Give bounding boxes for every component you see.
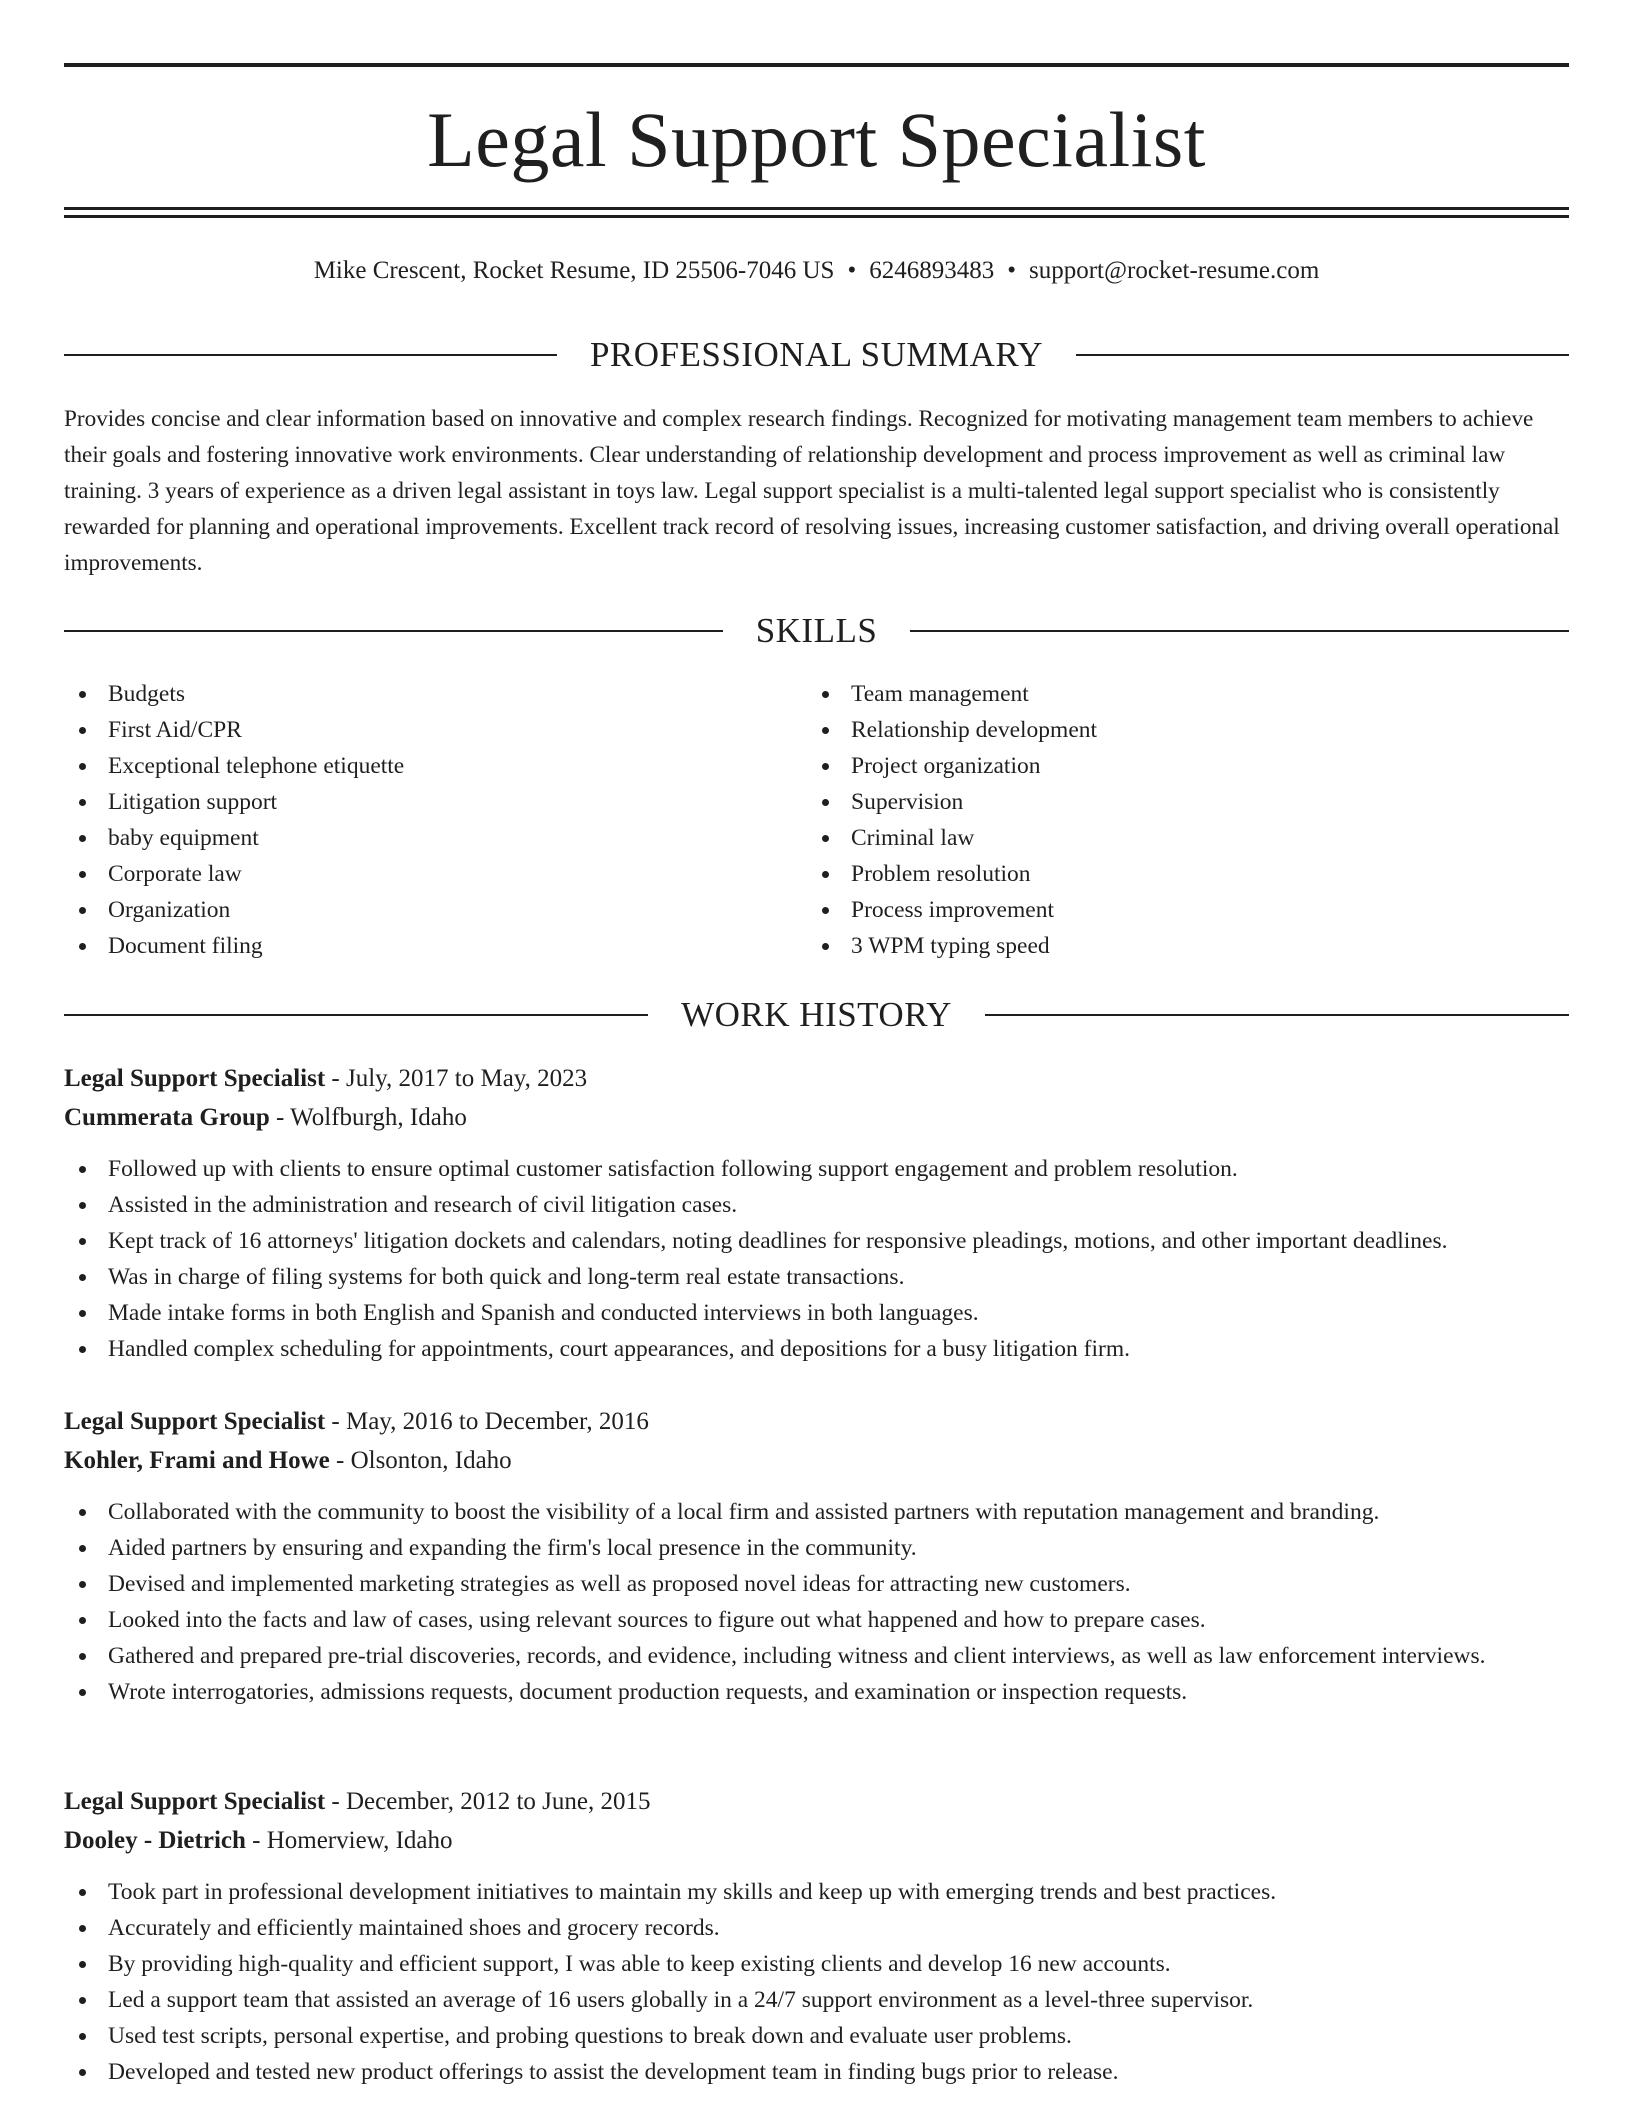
- job-dates: - July, 2017 to May, 2023: [325, 1065, 588, 1092]
- job-bullet: Collaborated with the community to boost the visibility of a local firm and assisted partners with reputation management and branding.: [64, 1494, 1569, 1530]
- skill-item: Budgets: [64, 676, 804, 712]
- contact-address: Mike Crescent, Rocket Resume, ID 25506-7046 US: [313, 257, 835, 284]
- page-title: Legal Support Specialist: [427, 96, 1206, 183]
- section-title: PROFESSIONAL SUMMARY: [589, 335, 1044, 374]
- skill-item: Project organization: [807, 748, 1567, 784]
- heading-rule-left: [64, 630, 723, 632]
- job-dates: - May, 2016 to December, 2016: [325, 1408, 649, 1435]
- job-bullet: Took part in professional development initiatives to maintain my skills and keep up with emerging trends and best practices.: [64, 1874, 1569, 1910]
- job-bullet: Assisted in the administration and research of civil litigation cases.: [64, 1187, 1569, 1223]
- heading-rule-right: [985, 1014, 1569, 1016]
- skill-item: First Aid/CPR: [64, 712, 804, 748]
- job-bullet: Accurately and efficiently maintained shoes and grocery records.: [64, 1910, 1569, 1946]
- skill-item: Exceptional telephone etiquette: [64, 748, 804, 784]
- job-bullet: Looked into the facts and law of cases, using relevant sources to figure out what happened and how to prepare cases.: [64, 1602, 1569, 1638]
- job-location: - Olsonton, Idaho: [329, 1447, 512, 1474]
- section-heading-skills: [64, 609, 1569, 653]
- skill-item: Team management: [807, 676, 1567, 712]
- title-double-rule-upper: [64, 207, 1569, 210]
- heading-rule-right: [1076, 354, 1569, 356]
- job-entry: [64, 1402, 1569, 1710]
- job-bullet: Kept track of 16 attorneys' litigation dockets and calendars, noting deadlines for responsive pleadings, motions, and other important deadlines.: [64, 1223, 1569, 1259]
- skills-list-left: [64, 676, 804, 964]
- skill-item: Problem resolution: [807, 856, 1567, 892]
- job-bullet: Gathered and prepared pre-trial discoveries, records, and evidence, including witness and client interviews, as well as law enforcement interviews.: [64, 1638, 1569, 1674]
- job-entry: [64, 1059, 1569, 1367]
- skill-item: Litigation support: [64, 784, 804, 820]
- skill-item: Relationship development: [807, 712, 1567, 748]
- title-double-rule-lower: [64, 215, 1569, 218]
- contact-email: support@rocket-resume.com: [1029, 257, 1320, 284]
- job-bullet: Wrote interrogatories, admissions requests, document production requests, and examination or inspection requests.: [64, 1674, 1569, 1710]
- job-bullets: [64, 1494, 1569, 1710]
- skill-item: Process improvement: [807, 892, 1567, 928]
- heading-rule-left: [64, 354, 557, 356]
- job-bullet: Devised and implemented marketing strategies as well as proposed novel ideas for attracting new customers.: [64, 1566, 1569, 1602]
- heading-rule-right: [910, 630, 1569, 632]
- job-dates: - December, 2012 to June, 2015: [325, 1788, 651, 1815]
- job-company: Kohler, Frami and Howe: [64, 1447, 330, 1474]
- job-location: - Wolfburgh, Idaho: [269, 1104, 467, 1131]
- job-bullet: By providing high-quality and efficient support, I was able to keep existing clients and develop 16 new accounts.: [64, 1946, 1569, 1982]
- job-title: Legal Support Specialist: [64, 1065, 326, 1092]
- job-bullet: Followed up with clients to ensure optimal customer satisfaction following support engagement and problem resolution.: [64, 1151, 1569, 1187]
- job-title-line: [64, 1402, 1569, 1441]
- contact-line: [64, 256, 1569, 286]
- job-company: Dooley - Dietrich: [64, 1827, 246, 1854]
- skill-item: baby equipment: [64, 820, 804, 856]
- skill-item: Corporate law: [64, 856, 804, 892]
- skill-item: Document filing: [64, 928, 804, 964]
- job-bullet: Handled complex scheduling for appointments, court appearances, and depositions for a busy litigation firm.: [64, 1331, 1569, 1367]
- summary-paragraph: Provides concise and clear information based on innovative and complex research findings. Recognized for motivating management team members to achieve their goals and fostering innovative work environments. Clear understanding of relationship development and process improvement as well as criminal law training. 3 years of experience as a driven legal assistant in toys law. Legal support specialist is a multi-talented legal support specialist who is consistently rewarded for planning and operational improvements. Excellent track record of resolving issues, increasing customer satisfaction, and driving overall operational improvements.: [64, 406, 1560, 576]
- job-bullets: [64, 1151, 1569, 1367]
- job-bullet: Aided partners by ensuring and expanding the firm's local presence in the community.: [64, 1530, 1569, 1566]
- job-bullet: Developed and tested new product offerings to assist the development team in finding bugs prior to release.: [64, 2054, 1569, 2090]
- section-heading-summary: [64, 333, 1569, 377]
- job-entry: [64, 1782, 1569, 2090]
- job-company-line: [64, 1098, 1569, 1137]
- job-bullet: Led a support team that assisted an average of 16 users globally in a 24/7 support environment as a level-three supervisor.: [64, 1982, 1569, 2018]
- contact-phone: 6246893483: [869, 257, 995, 284]
- job-bullet: Was in charge of filing systems for both quick and long-term real estate transactions.: [64, 1259, 1569, 1295]
- skill-item: Criminal law: [807, 820, 1567, 856]
- skill-item: Supervision: [807, 784, 1567, 820]
- job-company: Cummerata Group: [64, 1104, 270, 1131]
- skill-item: Organization: [64, 892, 804, 928]
- section-title: SKILLS: [755, 611, 878, 650]
- job-title-line: [64, 1782, 1569, 1821]
- job-title: Legal Support Specialist: [64, 1788, 326, 1815]
- section-heading-work-history: [64, 993, 1569, 1037]
- job-bullets: [64, 1874, 1569, 2090]
- contact-separator: •: [1007, 257, 1016, 284]
- contact-separator: •: [847, 257, 857, 284]
- job-bullet: Made intake forms in both English and Spanish and conducted interviews in both languages.: [64, 1295, 1569, 1331]
- skill-item: 3 WPM typing speed: [807, 928, 1567, 964]
- job-title: Legal Support Specialist: [64, 1408, 326, 1435]
- job-title-line: [64, 1059, 1569, 1098]
- job-bullet: Used test scripts, personal expertise, and probing questions to break down and evaluate user problems.: [64, 2018, 1569, 2054]
- job-company-line: [64, 1441, 1569, 1480]
- skills-list-right: [807, 676, 1567, 964]
- top-rule: [64, 63, 1569, 67]
- job-location: - Homerview, Idaho: [245, 1827, 453, 1854]
- heading-rule-left: [64, 1014, 648, 1016]
- section-title: WORK HISTORY: [681, 995, 952, 1034]
- job-company-line: [64, 1821, 1569, 1860]
